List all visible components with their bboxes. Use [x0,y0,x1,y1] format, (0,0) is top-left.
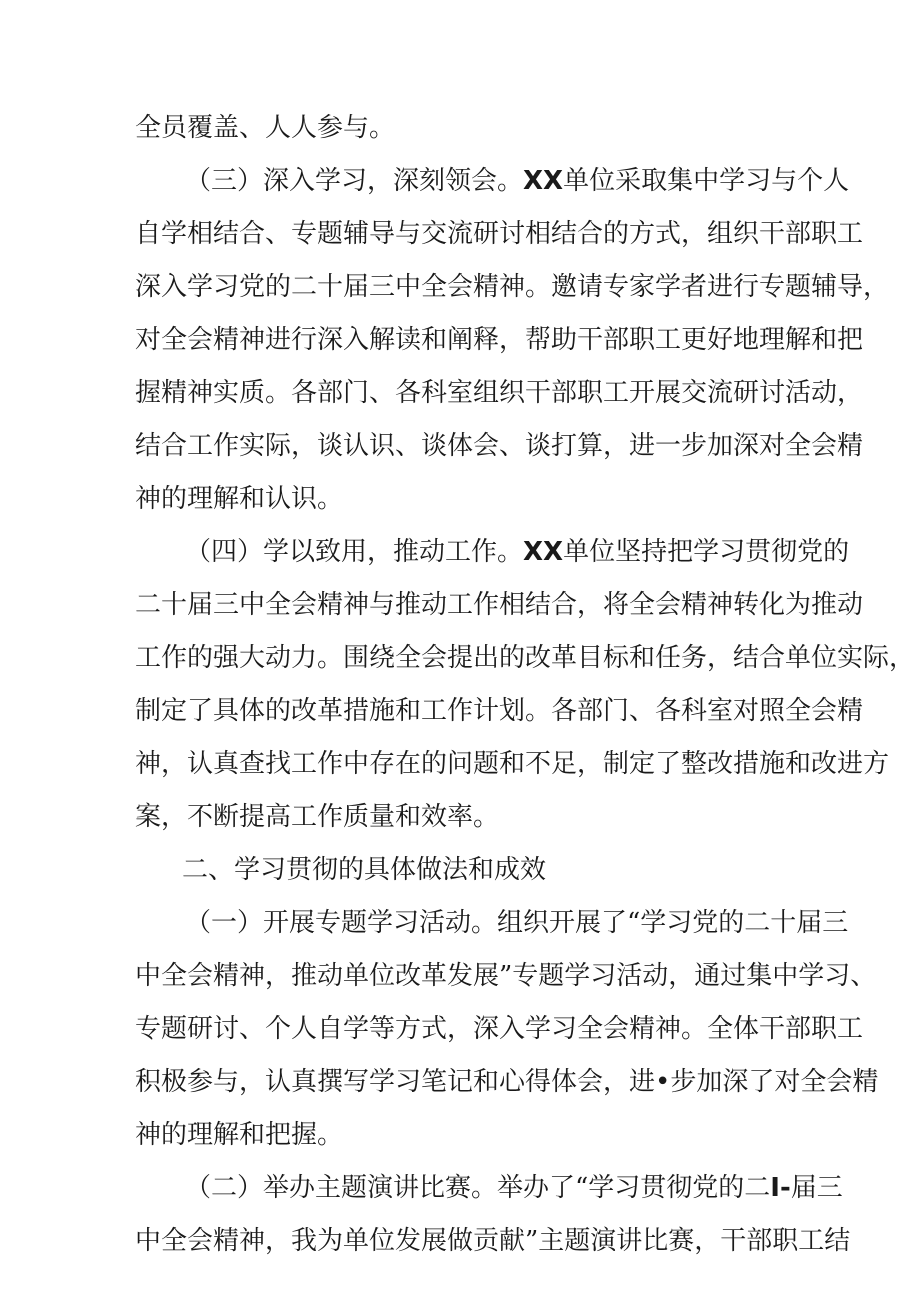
paragraph-line [135,960,877,992]
line-text: 自学相结合、专题辅导与交流研讨相结合的方式，组织干部职工 [135,219,864,249]
line-text: 握精神实质。各部门、各科室组织干部职工开展交流研讨活动， [135,378,864,408]
line-text: 对全会精神进行深入解读和阐释，帮助干部职工更好地理解和把 [135,325,864,355]
line-text: 案，不断提高工作质量和效率。 [135,802,500,832]
line-text: 全员覆盖、人人参与。 [135,113,396,143]
line-text: 神的理解和认识。 [135,484,344,514]
line-text: 二十届三中全会精神与推动工作相结合，将全会精神转化为推动 [135,590,864,620]
paragraph-line [135,642,916,674]
paragraph-line [135,748,890,780]
section-three-heading-line [185,165,850,197]
line-suffix: 单位采取集中学习与个人 [563,166,850,196]
paragraph-line [135,695,864,727]
line-text: （一）开展专题学习活动。组织开展了“学习党的二十届三 [185,908,849,938]
paragraph-line [135,1013,864,1045]
paragraph-line [135,483,795,515]
paragraph-line [135,271,890,303]
paragraph-line [135,218,864,250]
paragraph-line [135,589,864,621]
line-text: 二、学习贯彻的具体做法和成效 [182,855,547,885]
line-text: 深入学习党的二十届三中全会精神。邀请专家学者进行专题辅导， [135,272,890,302]
line-prefix: （三）深入学习，深刻领会。 [185,166,524,196]
subsection-two-heading-line [185,1172,843,1204]
line-text: 结合工作实际，谈认识、谈体会、谈打算，进一步加深对全会精 [135,431,864,461]
paragraph-line [135,430,864,462]
line-text: 专题研讨、个人自学等方式，深入学习全会精神。全体干部职工 [135,1014,864,1044]
paragraph-line [135,324,864,356]
unit-placeholder: XX [523,166,564,196]
line-text: 神，认真查找工作中存在的问题和不足，制定了整改措施和改进方 [135,749,890,779]
paragraph-line [135,801,795,833]
line-prefix: （二）举办主题演讲比赛。举办了“学习贯彻党的二 [185,1173,771,1203]
section-four-heading-line [185,536,850,568]
line-text: 中全会精神，推动单位改革发展”专题学习活动，通过集中学习、 [135,961,877,991]
line-text: 制定了具体的改革措施和工作计划。各部门、各科室对照全会精 [135,696,864,726]
paragraph-line [135,377,864,409]
line-suffix: 单位坚持把学习贯彻党的 [563,537,850,567]
paragraph-line [135,1119,795,1151]
line-prefix: （四）学以致用，推动工作。 [185,537,524,567]
line-text: 积极参与，认真撰写学习笔记和心得体会，进•步加深了对全会精 [135,1067,879,1097]
line-text: 中全会精神，我为单位发展做贡献”主题演讲比赛，干部职工结 [135,1226,851,1256]
unit-placeholder: XX [523,537,564,567]
ocr-artifact: I- [770,1173,791,1203]
paragraph-line [135,1225,851,1257]
line-suffix: 届三 [790,1173,843,1203]
line-text: 神的理解和把握。 [135,1120,344,1150]
line-text: 工作的强大动力。围绕全会提出的改革目标和任务，结合单位实际， [135,643,916,673]
paragraph-line [135,112,795,144]
subsection-one-heading-line [185,907,849,939]
paragraph-line [135,1066,879,1098]
section-two-title [182,854,582,886]
